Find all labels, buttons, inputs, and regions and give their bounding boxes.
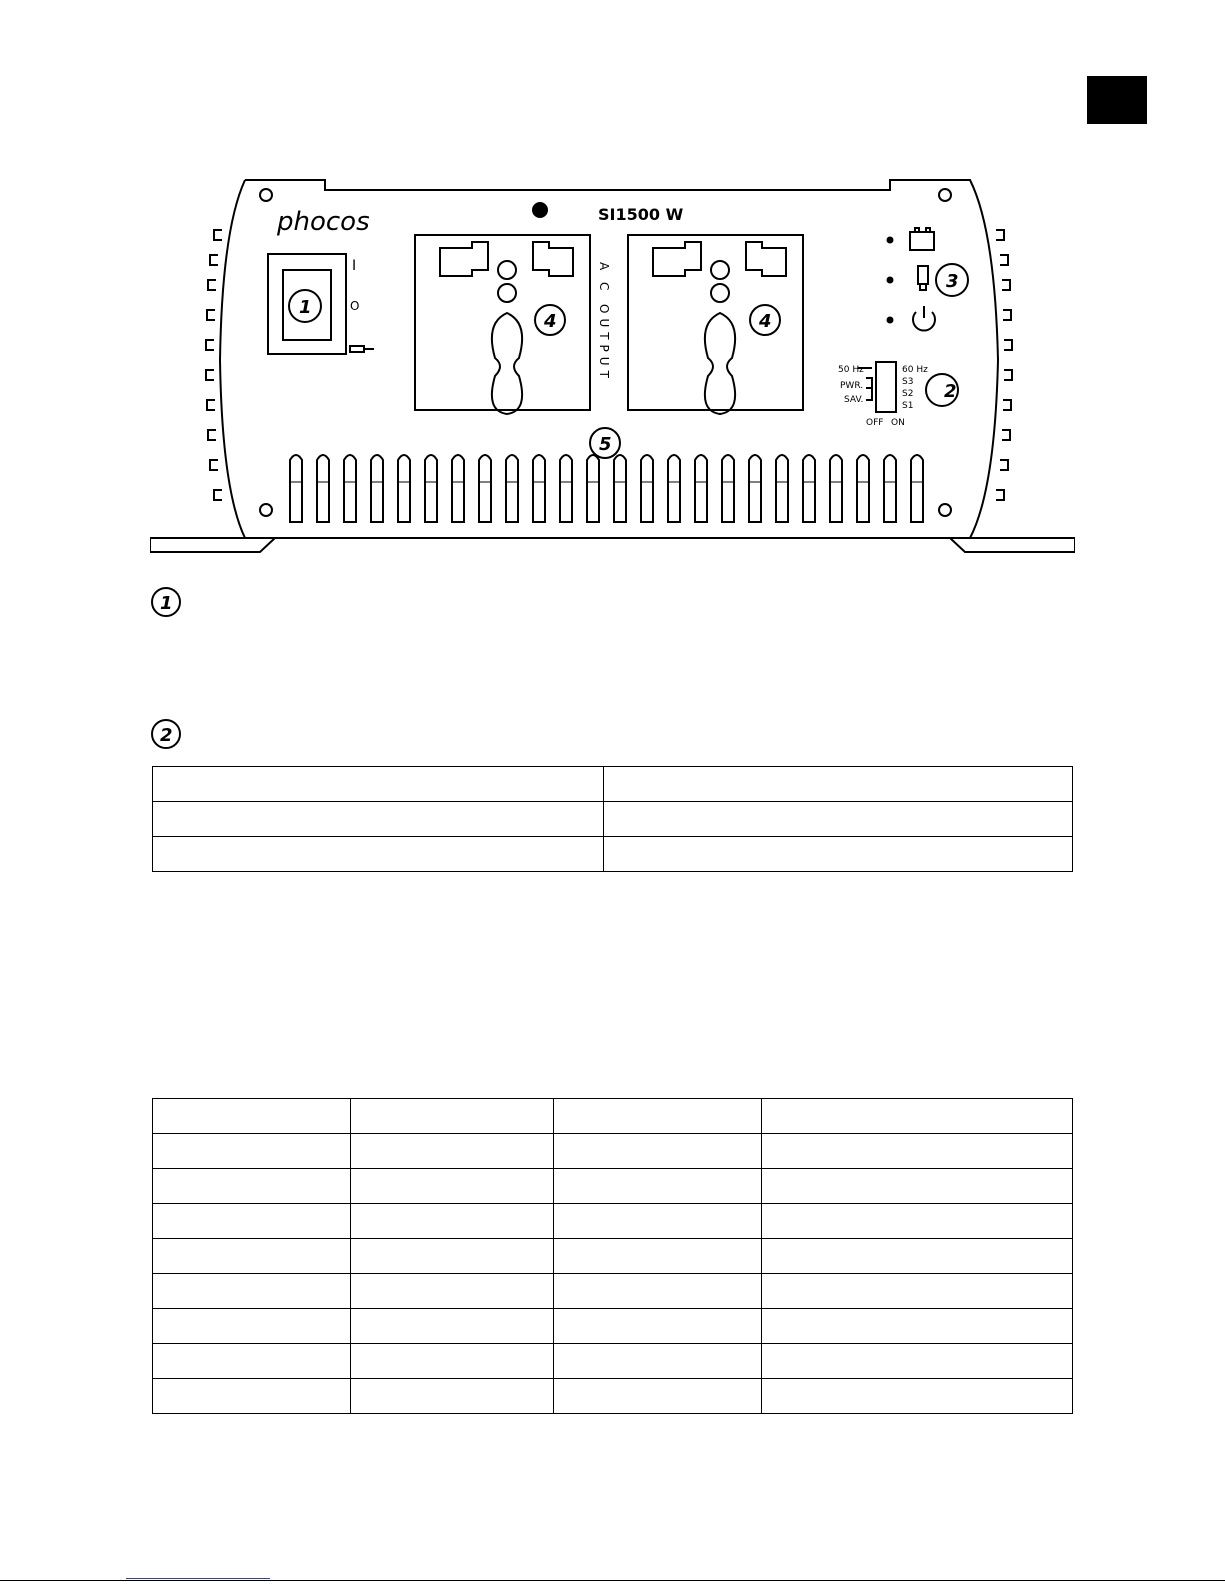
table-cell: [762, 1169, 1073, 1204]
table-cell: [554, 1169, 762, 1204]
sav-label: SAV.: [844, 395, 864, 405]
table-cell: [762, 1274, 1073, 1309]
table-row: [153, 1344, 1073, 1379]
table-row: [153, 1169, 1073, 1204]
table-cell: [153, 837, 604, 872]
dip-off-label: OFF: [866, 418, 884, 428]
table-cell: [351, 1274, 554, 1309]
table-row: [153, 1204, 1073, 1239]
table-cell: [554, 1204, 762, 1239]
specification-table: [152, 1098, 1073, 1414]
section-marker-1: [150, 586, 182, 618]
table-row: [153, 767, 1073, 802]
table-row: [153, 1134, 1073, 1169]
table-cell: [762, 1309, 1073, 1344]
table-cell: [351, 1134, 554, 1169]
dip-s3-label: S3: [902, 377, 914, 387]
table-cell: [604, 837, 1073, 872]
table-cell: [762, 1134, 1073, 1169]
table-cell: [153, 1344, 351, 1379]
svg-text:2: 2: [160, 725, 173, 746]
table-row: [153, 1309, 1073, 1344]
dip-s2-label: S2: [902, 389, 914, 399]
svg-text:1: 1: [160, 593, 173, 614]
table-cell: [554, 1274, 762, 1309]
table-row: [153, 802, 1073, 837]
table-cell: [153, 1309, 351, 1344]
table-row: [153, 837, 1073, 872]
table-row: [153, 1239, 1073, 1274]
table-cell: [554, 1309, 762, 1344]
table-cell: [351, 1169, 554, 1204]
switch-on-label: I: [352, 258, 357, 274]
table-cell: [762, 1379, 1073, 1414]
page-corner-tab: [1087, 76, 1147, 124]
pwr-label: PWR.: [840, 381, 864, 391]
brand-logo: phocos: [277, 207, 370, 237]
callout-4a: 4: [544, 311, 557, 332]
table-cell: [153, 802, 604, 837]
table-cell: [554, 1099, 762, 1134]
output-label-ac: A C: [597, 262, 611, 295]
table-cell: [762, 1344, 1073, 1379]
output-label-output: OUTPUT: [597, 304, 611, 383]
freq-right-label: 60 Hz: [902, 365, 928, 375]
freq-left-label: 50 Hz: [838, 365, 864, 375]
table-cell: [153, 1169, 351, 1204]
table-cell: [153, 767, 604, 802]
dip-on-label: ON: [891, 418, 905, 428]
table-cell: [351, 1344, 554, 1379]
dip-switch-table: [152, 766, 1073, 872]
table-cell: [153, 1204, 351, 1239]
footer-link-underline[interactable]: [126, 1578, 270, 1579]
table-cell: [153, 1274, 351, 1309]
footer-rule: [0, 1580, 1225, 1581]
table-cell: [762, 1099, 1073, 1134]
table-cell: [351, 1309, 554, 1344]
table-cell: [153, 1379, 351, 1414]
table-cell: [604, 767, 1073, 802]
table-cell: [351, 1379, 554, 1414]
callout-5: 5: [599, 434, 612, 455]
callout-3: 3: [946, 271, 959, 292]
table-cell: [554, 1344, 762, 1379]
callout-1: 1: [299, 297, 312, 318]
table-cell: [604, 802, 1073, 837]
callout-4b: 4: [759, 311, 772, 332]
table-row: [153, 1379, 1073, 1414]
section-marker-2: [150, 718, 182, 750]
table-cell: [153, 1239, 351, 1274]
table-cell: [762, 1239, 1073, 1274]
table-cell: [554, 1379, 762, 1414]
callout-2: 2: [944, 381, 957, 402]
inverter-front-panel-diagram: [150, 170, 1075, 565]
table-cell: [351, 1204, 554, 1239]
dip-s1-label: S1: [902, 401, 914, 411]
table-cell: [153, 1099, 351, 1134]
table-row: [153, 1099, 1073, 1134]
table-cell: [153, 1134, 351, 1169]
table-cell: [351, 1099, 554, 1134]
table-cell: [554, 1239, 762, 1274]
table-cell: [554, 1134, 762, 1169]
model-label: SI1500 W: [598, 205, 684, 224]
table-cell: [762, 1204, 1073, 1239]
table-row: [153, 1274, 1073, 1309]
switch-off-label: O: [350, 299, 360, 313]
table-cell: [351, 1239, 554, 1274]
